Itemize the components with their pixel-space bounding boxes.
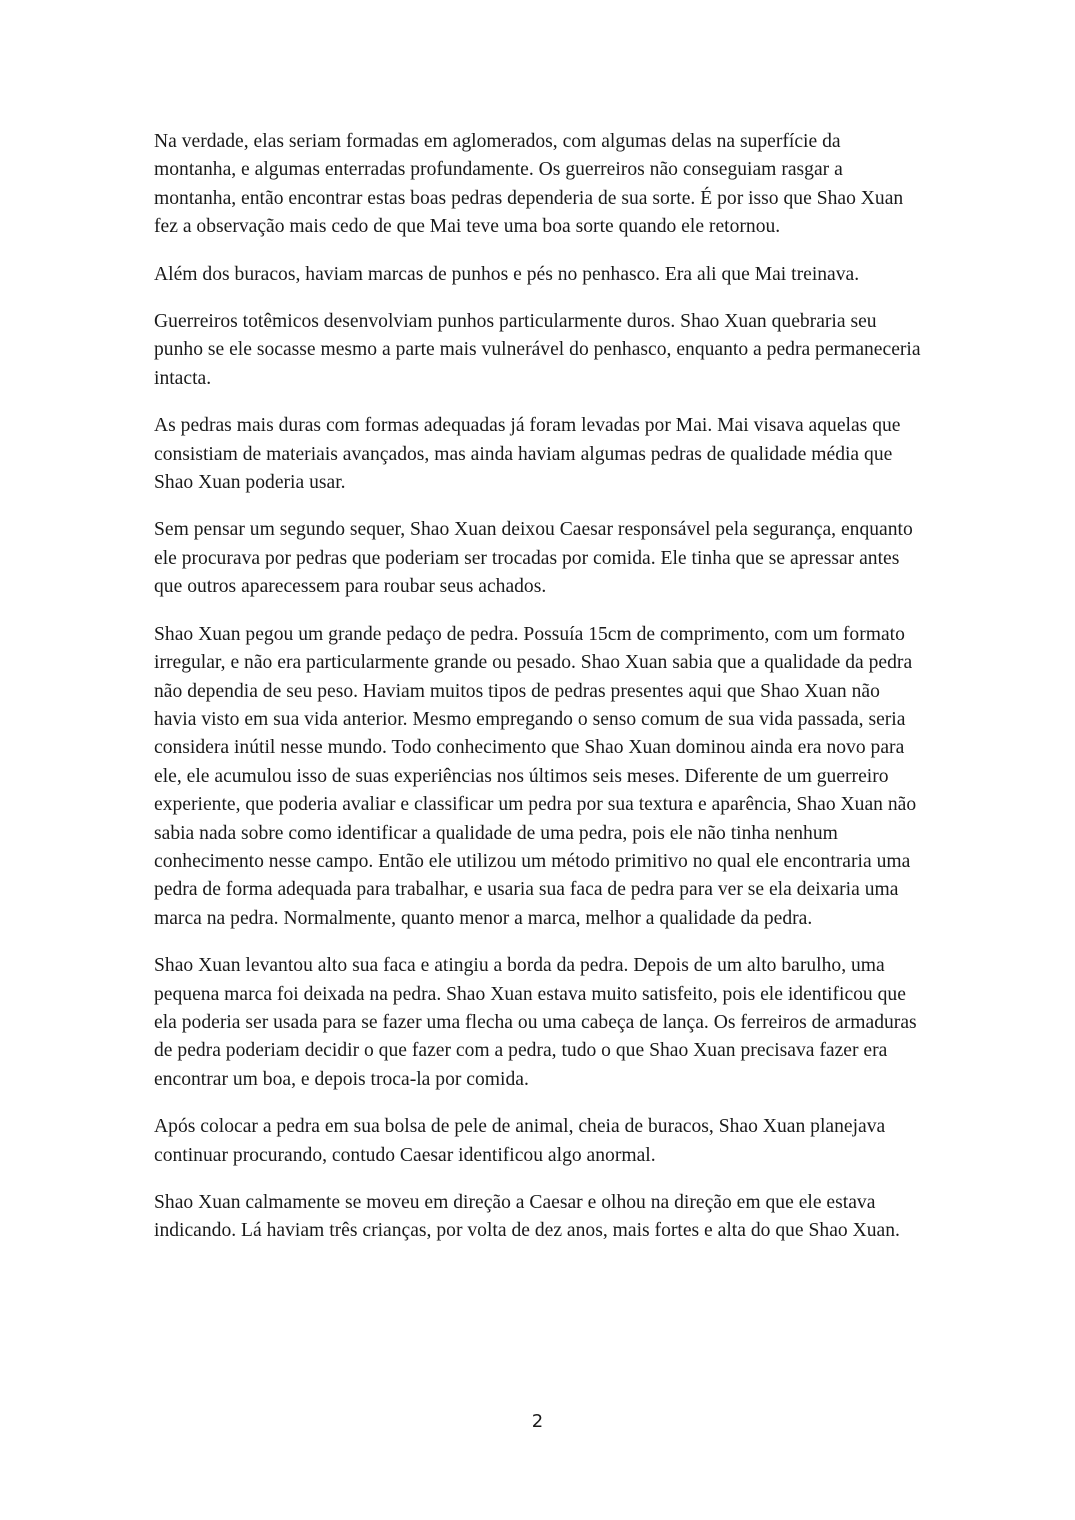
paragraph-1: Na verdade, elas seriam formadas em aglomerados, com algumas delas na superfície da montanha, e algumas enterradas profundamente. Os guerreiros não conseguiam rasgar a montanha, então encontrar estas boas pedras dependeria de sua sorte. É por isso que Shao Xuan fez a observação mais cedo de que Mai teve uma boa sorte quando ele retornou. [154,131,904,238]
paragraph-7: Shao Xuan levantou alto sua faca e atingiu a borda da pedra. Depois de um alto barulho, uma pequena marca foi deixada na pedra. Shao Xuan estava muito satisfeito, pois ele identificou que ela poderia ser usada para se fazer uma flecha ou uma cabeça de lança. Os ferreiros de armaduras de pedra poderiam decidir o que fazer com a pedra, tudo o que Shao Xuan precisava fazer era encontrar um boa, e depois troca-la por comida. [154,955,917,1090]
paragraph-3: Guerreiros totêmicos desenvolviam punhos particularmente duros. Shao Xuan quebraria seu punho se ele socasse mesmo a parte mais vulnerável do penhasco, enquanto a pedra permaneceria intacta. [154,311,921,389]
page-number: 2 [531,1411,544,1432]
paragraph-4: As pedras mais duras com formas adequadas já foram levadas por Mai. Mai visava aquelas que consistiam de materiais avançados, mas ainda haviam algumas pedras de qualidade média que Shao Xuan poderia usar. [154,415,901,494]
paragraph-5: Sem pensar um segundo sequer, Shao Xuan deixou Caesar responsável pela segurança, enquanto ele procurava por pedras que poderiam ser trocadas por comida. Ele tinha que se apressar antes que outros aparecessem para roubar seus achados. [154,519,913,598]
paragraph-6: Shao Xuan pegou um grande pedaço de pedra. Possuía 15cm de comprimento, com um formato irregular, e não era particularmente grande ou pesado. Shao Xuan sabia que a qualidade da pedra não dependia de seu peso. Haviam muitos tipos de pedras presentes aqui que Shao Xuan não havia visto em sua vida anterior. Mesmo empregando o senso comum de sua vida passada, seria considera inútil nesse mundo. Todo conhecimento que Shao Xuan dominou ainda era novo para ele, ele acumulou isso de suas experiências nos últimos seis meses. Diferente de um guerreiro experiente, que poderia avaliar e classificar um pedra por sua textura e aparência, Shao Xuan não sabia nada sobre como identificar a qualidade de uma pedra, pois ele não tinha nenhum conhecimento nesse campo. Então ele utilizou um método primitivo no qual ele encontraria uma pedra de forma adequada para trabalhar, e usaria sua faca de pedra para ver se ela deixaria uma marca na pedra. Normalmente, quanto menor a marca, melhor a qualidade da pedra. [154,623,917,929]
paragraph-2: Além dos buracos, haviam marcas de punhos e pés no penhasco. Era ali que Mai treinava. [154,263,860,285]
paragraph-8: Após colocar a pedra em sua bolsa de pele de animal, cheia de buracos, Shao Xuan planejava continuar procurando, contudo Caesar identificou algo anormal. [154,1116,886,1166]
body-text [154,128,924,1265]
paragraph-9: Shao Xuan calmamente se moveu em direção a Caesar e olhou na direção em que ele estava indicando. Lá haviam três crianças, por volta de dez anos, mais fortes e alta do que Shao Xuan. [154,1192,900,1242]
